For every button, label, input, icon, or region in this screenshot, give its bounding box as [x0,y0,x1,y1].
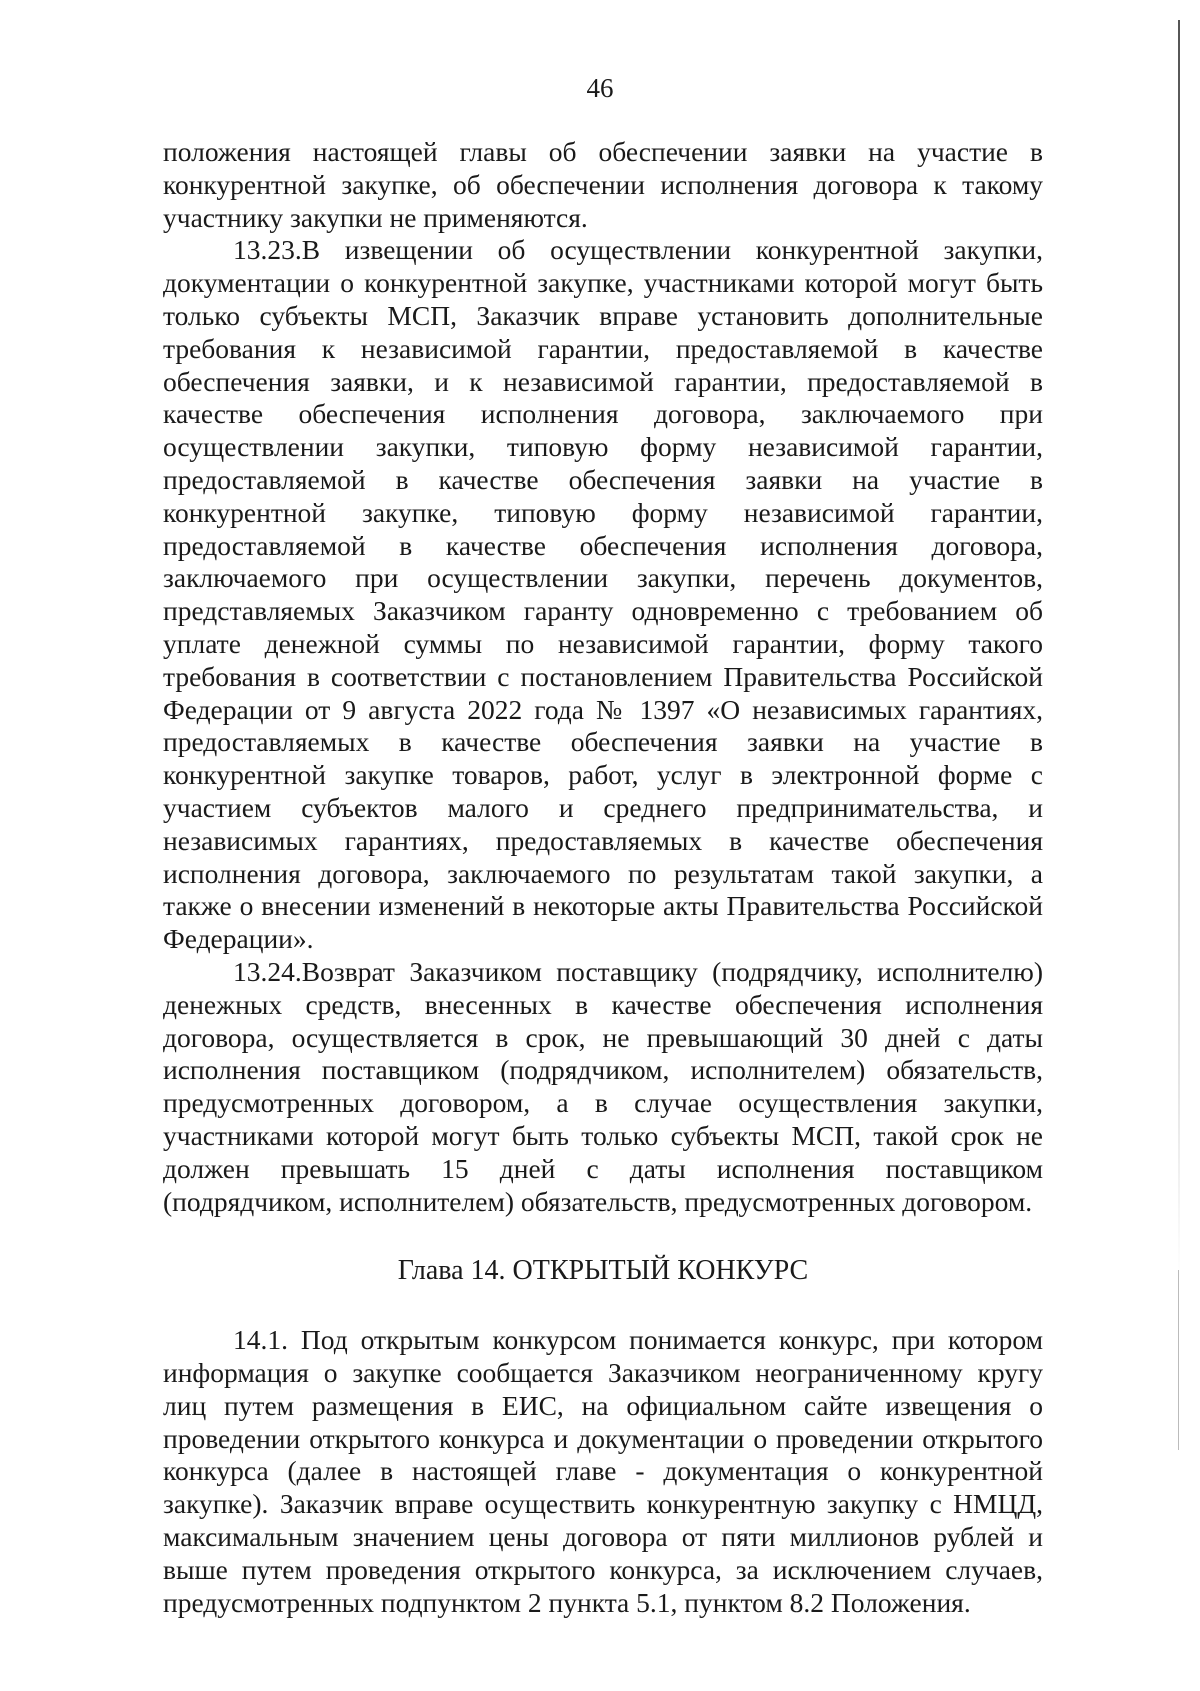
scan-page-edge [1178,20,1180,1280]
paragraph-continuation: положения настоящей главы об обеспечении заявки на участие в конкурентной закупке, об обеспечении исполнения договора к такому участнику закупки не применяются. [163,136,1043,233]
page-number: 46 [586,73,614,103]
scan-page-edge-lower [1178,1270,1179,1450]
paragraph-14-1: 14.1. Под открытым конкурсом понимается конкурс, при котором информация о закупке сообщается Заказчиком неограниченному кругу лиц путем размещения в ЕИС, на официальном сайте извещения о проведении открытого конкурса и документации о проведении открытого конкурса (далее в настоящей главе - документация о конкурентной закупке). Заказчик вправе осуществить конкурентную закупку с НМЦД, максимальным значением цены договора от пяти миллионов рублей и выше путем проведения открытого конкурса, за исключением случаев, предусмотренных подпунктом 2 пункта 5.1, пунктом 8.2 Положения. [163,1324,1043,1618]
chapter-title: Глава 14. ОТКРЫТЫЙ КОНКУРС [397,1255,809,1287]
paragraph-13-24: 13.24.Возврат Заказчиком поставщику (подрядчику, исполнителю) денежных средств, внесенных в качестве обеспечения исполнения договора, осуществляется в срок, не превышающий 30 дней с даты исполнения поставщиком (подрядчиком, исполнителем) обязательств, предусмотренных договором, а в случае осуществления закупки, участниками которой могут быть только субъекты МСП, такой срок не должен превышать 15 дней с даты исполнения поставщиком (подрядчиком, исполнителем) обязательств, предусмотренных договором. [163,955,1043,1217]
document-body [163,136,1043,1619]
paragraph-13-23: 13.23.В извещении об осуществлении конкурентной закупки, документации о конкурентной закупке, участниками которой могут быть только субъекты МСП, Заказчик вправе установить дополнительные требования к независимой гарантии, предоставляемой в качестве обеспечения заявки, и к независимой гарантии, предоставляемой в качестве обеспечения исполнения договора, заключаемого при осуществлении закупки, типовую форму независимой гарантии, предоставляемой в качестве обеспечения заявки на участие в конкурентной закупке, типовую форму независимой гарантии, предоставляемой в качестве обеспечения исполнения договора, заключаемого при осуществлении закупки, перечень документов, представляемых Заказчиком гаранту одновременно с требованием об уплате денежной суммы по независимой гарантии, форму такого требования в соответствии с постановлением Правительства Российской Федерации от 9 августа 2022 года № 1397 «О независимых гарантиях, предоставляемых в качестве обеспечения заявки на участие в конкурентной закупке товаров, работ, услуг в электронной форме с участием субъектов малого и среднего предпринимательства, и независимых гарантиях, предоставляемых в качестве обеспечения исполнения договора, заключаемого по результатам такой закупки, а также о внесении изменений в некоторые акты Правительства Российской Федерации». [163,234,1043,955]
